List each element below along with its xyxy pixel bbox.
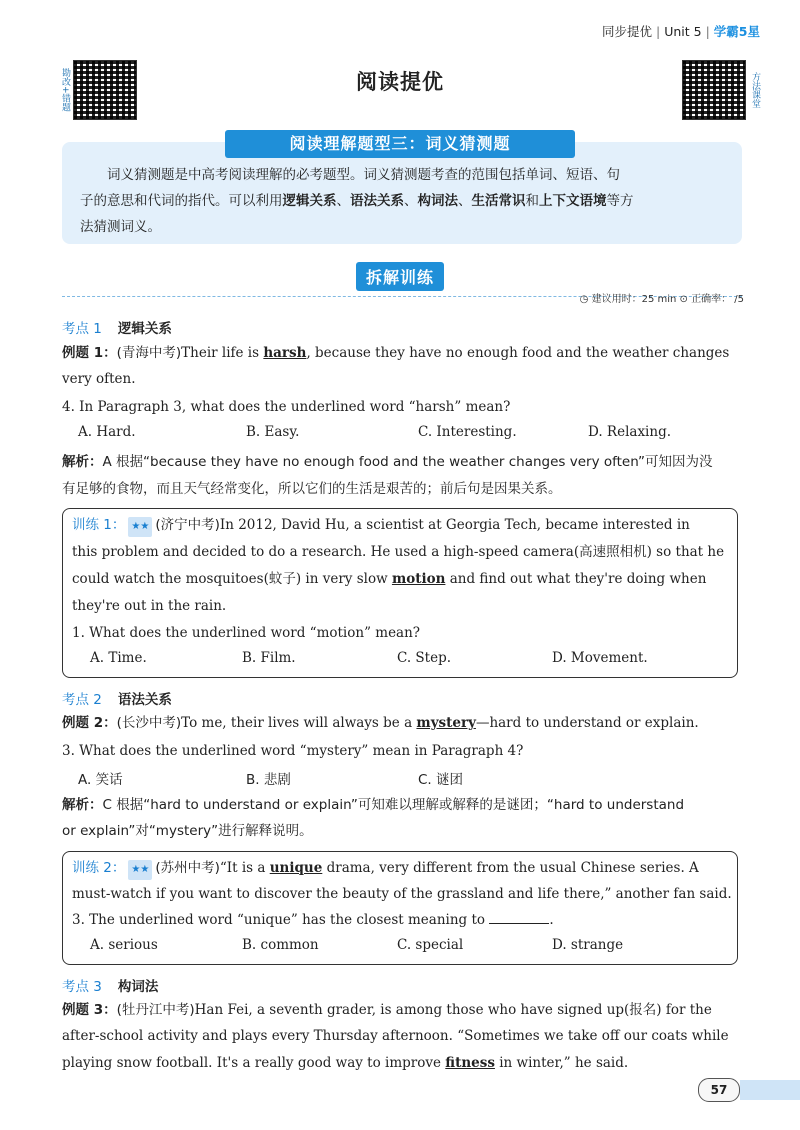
- question: 4. In Paragraph 3, what does the underlined word “harsh” mean?: [62, 399, 511, 415]
- options: A. Hard. B. Easy. C. Interesting. D. Relaxing.: [78, 424, 672, 440]
- intro-line: 子的意思和代词的指代。可以利用逻辑关系、语法关系、构词法、生活常识和上下文语境等方: [80, 193, 634, 209]
- options: A. serious B. common C. special D. strange: [90, 937, 624, 953]
- analysis-1: 解析：A 根据“because they have no enough food and the weather changes very often”可知因为没: [62, 454, 713, 470]
- difficulty-stars-icon: ★★: [128, 860, 152, 880]
- brand-logo: 学霸5星: [713, 24, 760, 39]
- options: A. 笑话 B. 悲剧 C. 谜团: [78, 772, 464, 788]
- question: 3. What does the underlined word “mystery” mean in Paragraph 4?: [62, 743, 524, 759]
- header-separator: |: [655, 23, 661, 39]
- training-2-line: must-watch if you want to discover the beauty of the grassland and life there,” another fan said.: [72, 886, 732, 902]
- intro-banner: 阅读理解题型三：词义猜测题: [225, 130, 575, 158]
- question: 3. The underlined word “unique” has the closest meaning to .: [72, 912, 554, 928]
- clock-icon: ◷: [579, 294, 592, 305]
- header-unit: Unit 5: [664, 23, 702, 39]
- example-1: 例题 1：(青海中考)Their life is harsh, because they have no enough food and the weather changes: [62, 345, 730, 361]
- training-1-line: they're out in the rain.: [72, 598, 227, 614]
- example-3: 例题 3：(牡丹江中考)Han Fei, a seventh grader, is among those who have signed up(报名) for the: [62, 1002, 712, 1018]
- example-3-line: after-school activity and plays every Thursday afternoon. “Sometimes we take off our coats while: [62, 1028, 729, 1044]
- example-1-cont: very often.: [62, 371, 136, 387]
- header-series: 同步提优: [601, 24, 652, 39]
- question: 1. What does the underlined word “motion” mean?: [72, 625, 421, 641]
- training-2: 训练 2： ★★ (苏州中考)“It is a unique drama, very different from the usual Chinese series. A: [72, 858, 752, 880]
- answer-blank: [489, 923, 549, 924]
- analysis-1-cont: 有足够的食物，而且天气经常变化，所以它们的生活是艰苦的；前后句是因果关系。: [62, 481, 562, 497]
- training-1-line: could watch the mosquitoes(蚊子) in very slow motion and find out what they're doing when: [72, 571, 707, 587]
- key-point-2: 考点 2 语法关系: [62, 692, 172, 708]
- header-separator: |: [705, 23, 710, 39]
- page-number: 57: [698, 1078, 740, 1102]
- page-tab: [740, 1080, 800, 1100]
- key-point-3: 考点 3 构词法: [62, 979, 159, 995]
- analysis-2: 解析：C 根据“hard to understand or explain”可知难以理解或解释的是谜团；“hard to understand: [62, 797, 685, 813]
- example-3-line: playing snow football. It's a really good way to improve fitness in winter,” he said.: [62, 1055, 629, 1071]
- intro-text: [80, 162, 730, 240]
- intro-line: 词义猜测题是中高考阅读理解的必考题型。词义猜测题考查的范围包括单词、短语、句: [107, 167, 620, 183]
- key-point-1: 考点 1 逻辑关系: [62, 321, 172, 337]
- qr-right-label: 方法课堂: [750, 72, 760, 108]
- running-header: [602, 22, 760, 40]
- section-title-label: 拆解训练: [356, 262, 444, 291]
- timing-meta: ◷ 建议用时：25 min ⊙ 正确率： /5: [579, 294, 744, 305]
- training-1: 训练 1： ★★ (济宁中考)In 2012, David Hu, a scientist at Georgia Tech, became interested in: [72, 515, 752, 537]
- example-2: 例题 2：(长沙中考)To me, their lives will always be a mystery—hard to understand or explain.: [62, 715, 699, 731]
- training-1-line: this problem and decided to do a research. He used a high-speed camera(高速照相机) so that he: [72, 544, 725, 560]
- intro-line: 法猜测词义。: [80, 219, 161, 235]
- analysis-2-cont: or explain”对“mystery”进行解释说明。: [62, 823, 313, 839]
- difficulty-stars-icon: ★★: [128, 517, 152, 537]
- options: A. Time. B. Film. C. Step. D. Movement.: [90, 650, 648, 666]
- page-title: 阅读提优: [356, 70, 444, 94]
- section-title: [300, 262, 500, 290]
- qr-left-label: 勘改+错题: [60, 68, 70, 112]
